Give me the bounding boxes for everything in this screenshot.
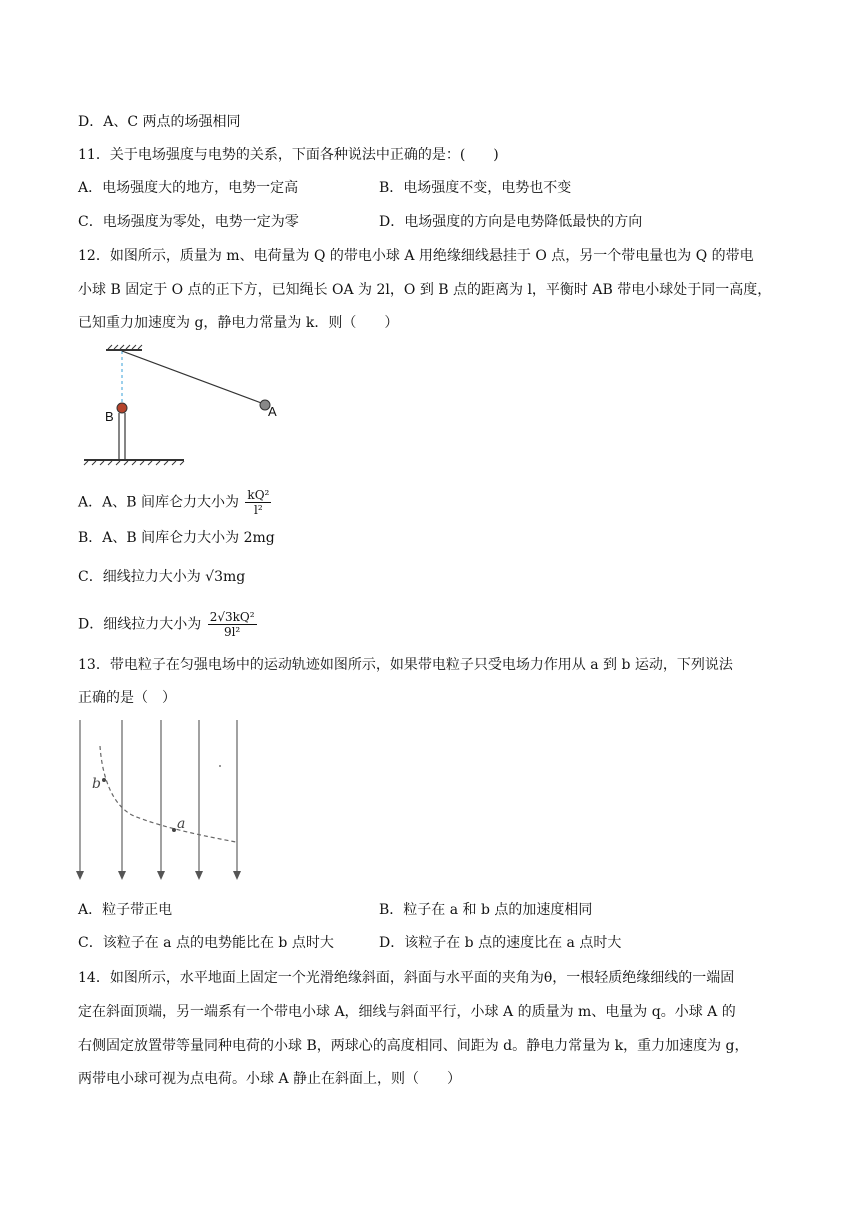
q13-option-d: D．该粒子在 b 点的速度比在 a 点时大 (379, 935, 622, 951)
q13-field-figure (74, 716, 244, 884)
q13-figure-label-a: a (177, 816, 186, 832)
q11-option-c: C．电场强度为零处，电势一定为零 (78, 214, 299, 230)
q12-option-d-text: D．细线拉力大小为 (78, 616, 202, 633)
q12-option-a (78, 488, 271, 517)
q12-option-b: B．A、B 间库仑力大小为 2mg (78, 530, 275, 546)
q12-option-a-denominator: l² (254, 503, 263, 517)
q13-stem-line1: 13．带电粒子在匀强电场中的运动轨迹如图所示，如果带电粒子只受电场力作用从 a 到 b 运动，下列说法 (78, 657, 733, 673)
q12-option-a-numerator: kQ² (247, 488, 270, 502)
q12-option-c-expression: √3mg (205, 569, 246, 585)
q12-option-a-fraction (245, 488, 271, 517)
q12-option-d (78, 610, 257, 639)
q11-option-a: A．电场强度大的地方，电势一定高 (78, 180, 299, 196)
q14-stem-line4: 两带电小球可视为点电荷。小球 A 静止在斜面上，则（ ） (78, 1071, 462, 1087)
q10-option-d: D．A、C 两点的场强相同 (78, 114, 241, 130)
q12-stem-line1: 12．如图所示，质量为 m、电荷量为 Q 的带电小球 A 用绝缘细线悬挂于 O 点，另一个带电量也为 Q 的带电 (78, 248, 754, 264)
q12-pendulum-figure (78, 344, 278, 466)
q14-stem-line2: 定在斜面顶端，另一端系有一个带电小球 A，细线与斜面平行，小球 A 的质量为 m、电量为 q。小球 A 的 (78, 1004, 736, 1020)
q12-option-a-text: A．A、B 间库仑力大小为 (78, 494, 239, 511)
q12-option-d-fraction (208, 610, 257, 639)
q14-stem-line1: 14．如图所示，水平地面上固定一个光滑绝缘斜面，斜面与水平面的夹角为θ，一根轻质绝缘细线的一端固 (78, 970, 735, 986)
q12-figure-label-a: A (268, 404, 277, 419)
q13-option-a: A．粒子带正电 (78, 902, 173, 918)
q11-option-b: B．电场强度不变，电势也不变 (379, 180, 572, 196)
q12-figure-label-b: B (105, 409, 114, 424)
q12-option-c (78, 567, 245, 587)
q13-stem-line2: 正确的是（ ） (78, 690, 176, 706)
q12-stem-line3: 已知重力加速度为 g，静电力常量为 k．则（ ） (78, 315, 399, 331)
q12-option-d-denominator: 9l² (223, 625, 241, 639)
q12-stem-line2: 小球 B 固定于 O 点的正下方，已知绳长 OA 为 2l，O 到 B 点的距离为 l，平衡时 AB 带电小球处于同一高度， (78, 282, 772, 298)
q13-option-b: B．粒子在 a 和 b 点的加速度相同 (379, 902, 593, 918)
q13-figure-label-b: b (92, 776, 101, 792)
q12-option-c-text: C．细线拉力大小为 (78, 569, 201, 585)
q14-stem-line3: 右侧固定放置带等量同种电荷的小球 B，两球心的高度相同、间距为 d。静电力常量为 k，重力加速度为 g， (78, 1038, 749, 1054)
q12-option-d-numerator: 2√3kQ² (209, 610, 255, 624)
q13-option-c: C．该粒子在 a 点的电势能比在 b 点时大 (78, 935, 334, 951)
q11-stem: 11．关于电场强度与电势的关系，下面各种说法中正确的是：( ) (78, 147, 499, 163)
q11-option-d: D．电场强度的方向是电势降低最快的方向 (379, 214, 643, 230)
